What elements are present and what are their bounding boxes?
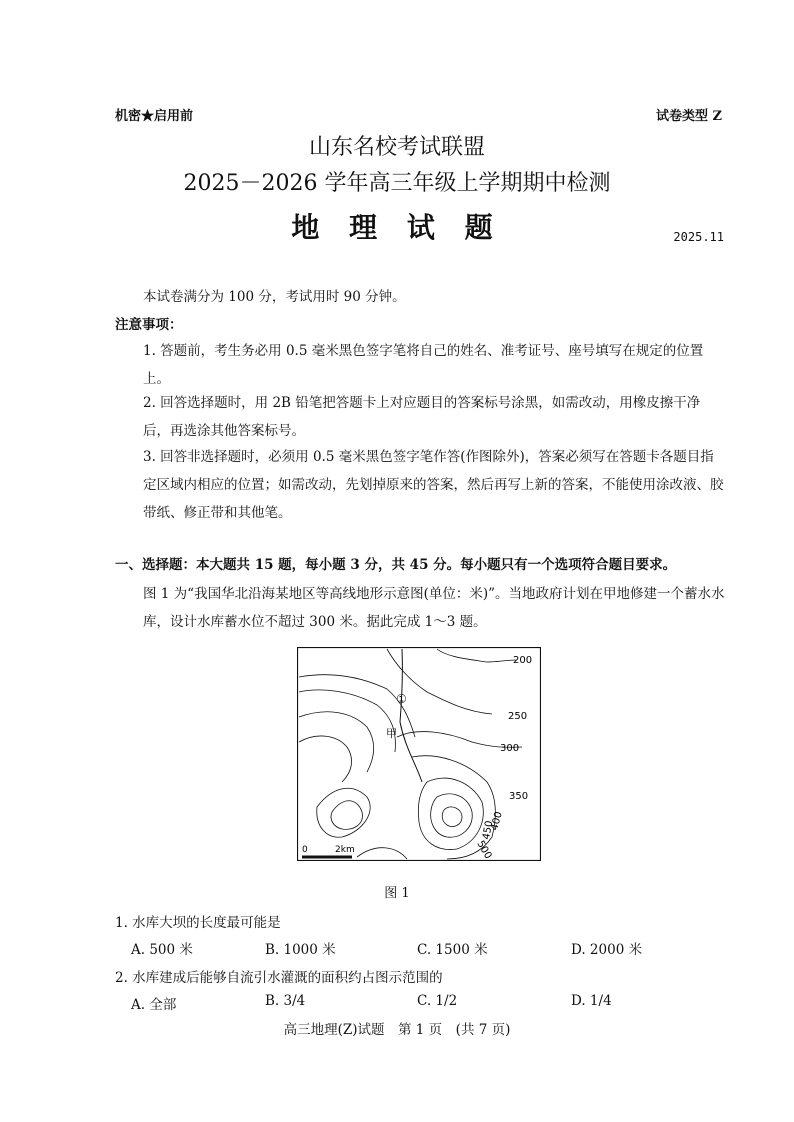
notice-item-3-text: 3. 回答非选择题时，必须用 0.5 毫米黑色签字笔作答(作图除外)，答案必须写在答题卡各题目指定区域内相应的位置；如需改动，先划掉原来的答案，然后再写上新的答案，不能使用涂改液、胶带纸、修正带和其他笔。 — [143, 449, 724, 521]
notice-item-3 — [115, 443, 725, 527]
org-title: 山东名校考试联盟 — [308, 135, 485, 160]
notice-item-1 — [115, 337, 725, 393]
paper-type-label: 试卷类型 Z — [655, 109, 722, 124]
contour-label-400: 400 — [489, 810, 505, 832]
notice-item-1-text: 1. 答题前，考生务必用 0.5 毫米黑色签字笔将自己的姓名、准考证号、座号填写在规定的位置上。 — [143, 343, 704, 387]
figure-caption: 图 1 — [384, 886, 410, 901]
q1-option-a[interactable]: A. 500 米 — [131, 942, 193, 958]
scale-label: 2km — [335, 845, 355, 855]
notice-item-2 — [115, 389, 725, 445]
marker-circle-1: ① — [396, 692, 407, 706]
map-border — [298, 648, 541, 861]
marker-jia: 甲 — [386, 727, 397, 740]
subject-title: 地 理 试 题 — [291, 211, 503, 244]
exam-title: 2025－2026 学年高三年级上学期期中检测 — [183, 171, 611, 196]
contour-label-200: 200 — [513, 655, 533, 666]
q2-option-b[interactable]: B. 3/4 — [265, 993, 306, 1009]
q1-option-d[interactable]: D. 2000 米 — [571, 942, 643, 958]
notice-heading: 注意事项： — [115, 317, 183, 333]
contour-label-300: 300 — [500, 743, 520, 754]
question-1-stem: 1. 水库大坝的长度最可能是 — [115, 915, 281, 931]
q2-option-c[interactable]: C. 1/2 — [417, 993, 458, 1009]
notice-item-2-text: 2. 回答选择题时，用 2B 铅笔把答题卡上对应题目的答案标号涂黑，如需改动，用橡皮擦干净后，再选涂其他答案标号。 — [143, 395, 701, 439]
page-footer: 高三地理(Z)试题 第 1 页 (共 7 页) — [283, 1022, 511, 1038]
confidential-label: 机密★启用前 — [115, 109, 194, 124]
contour-label-450: 450 — [481, 819, 496, 841]
exam-date: 2025.11 — [673, 230, 724, 244]
q2-option-d[interactable]: D. 1/4 — [571, 993, 612, 1009]
q1-option-b[interactable]: B. 1000 米 — [265, 942, 336, 958]
contour-label-500: 500 — [474, 839, 494, 861]
score-note: 本试卷满分为 100 分，考试用时 90 分钟。 — [143, 289, 406, 305]
scale-zero: 0 — [302, 845, 308, 855]
contour-map — [297, 647, 541, 861]
section-title: 一、选择题：本大题共 15 题，每小题 3 分，共 45 分。每小题只有一个选项符合题目要求。 — [115, 557, 677, 573]
contour-label-350: 350 — [509, 791, 529, 802]
question-2-stem: 2. 水库建成后能够自流引水灌溉的面积约占图示范围的 — [115, 970, 443, 986]
q2-option-a[interactable]: A. 全部 — [131, 997, 177, 1013]
contour-map-figure — [297, 647, 541, 861]
contour-label-250: 250 — [508, 711, 528, 722]
section-intro-text: 图 1 为“我国华北沿海某地区等高线地形示意图(单位：米)”。当地政府计划在甲地修建一个蓄水水库，设计水库蓄水位不超过 300 米。据此完成 1～3 题。 — [143, 586, 725, 630]
section-intro — [115, 580, 725, 636]
q1-option-c[interactable]: C. 1500 米 — [417, 942, 488, 958]
